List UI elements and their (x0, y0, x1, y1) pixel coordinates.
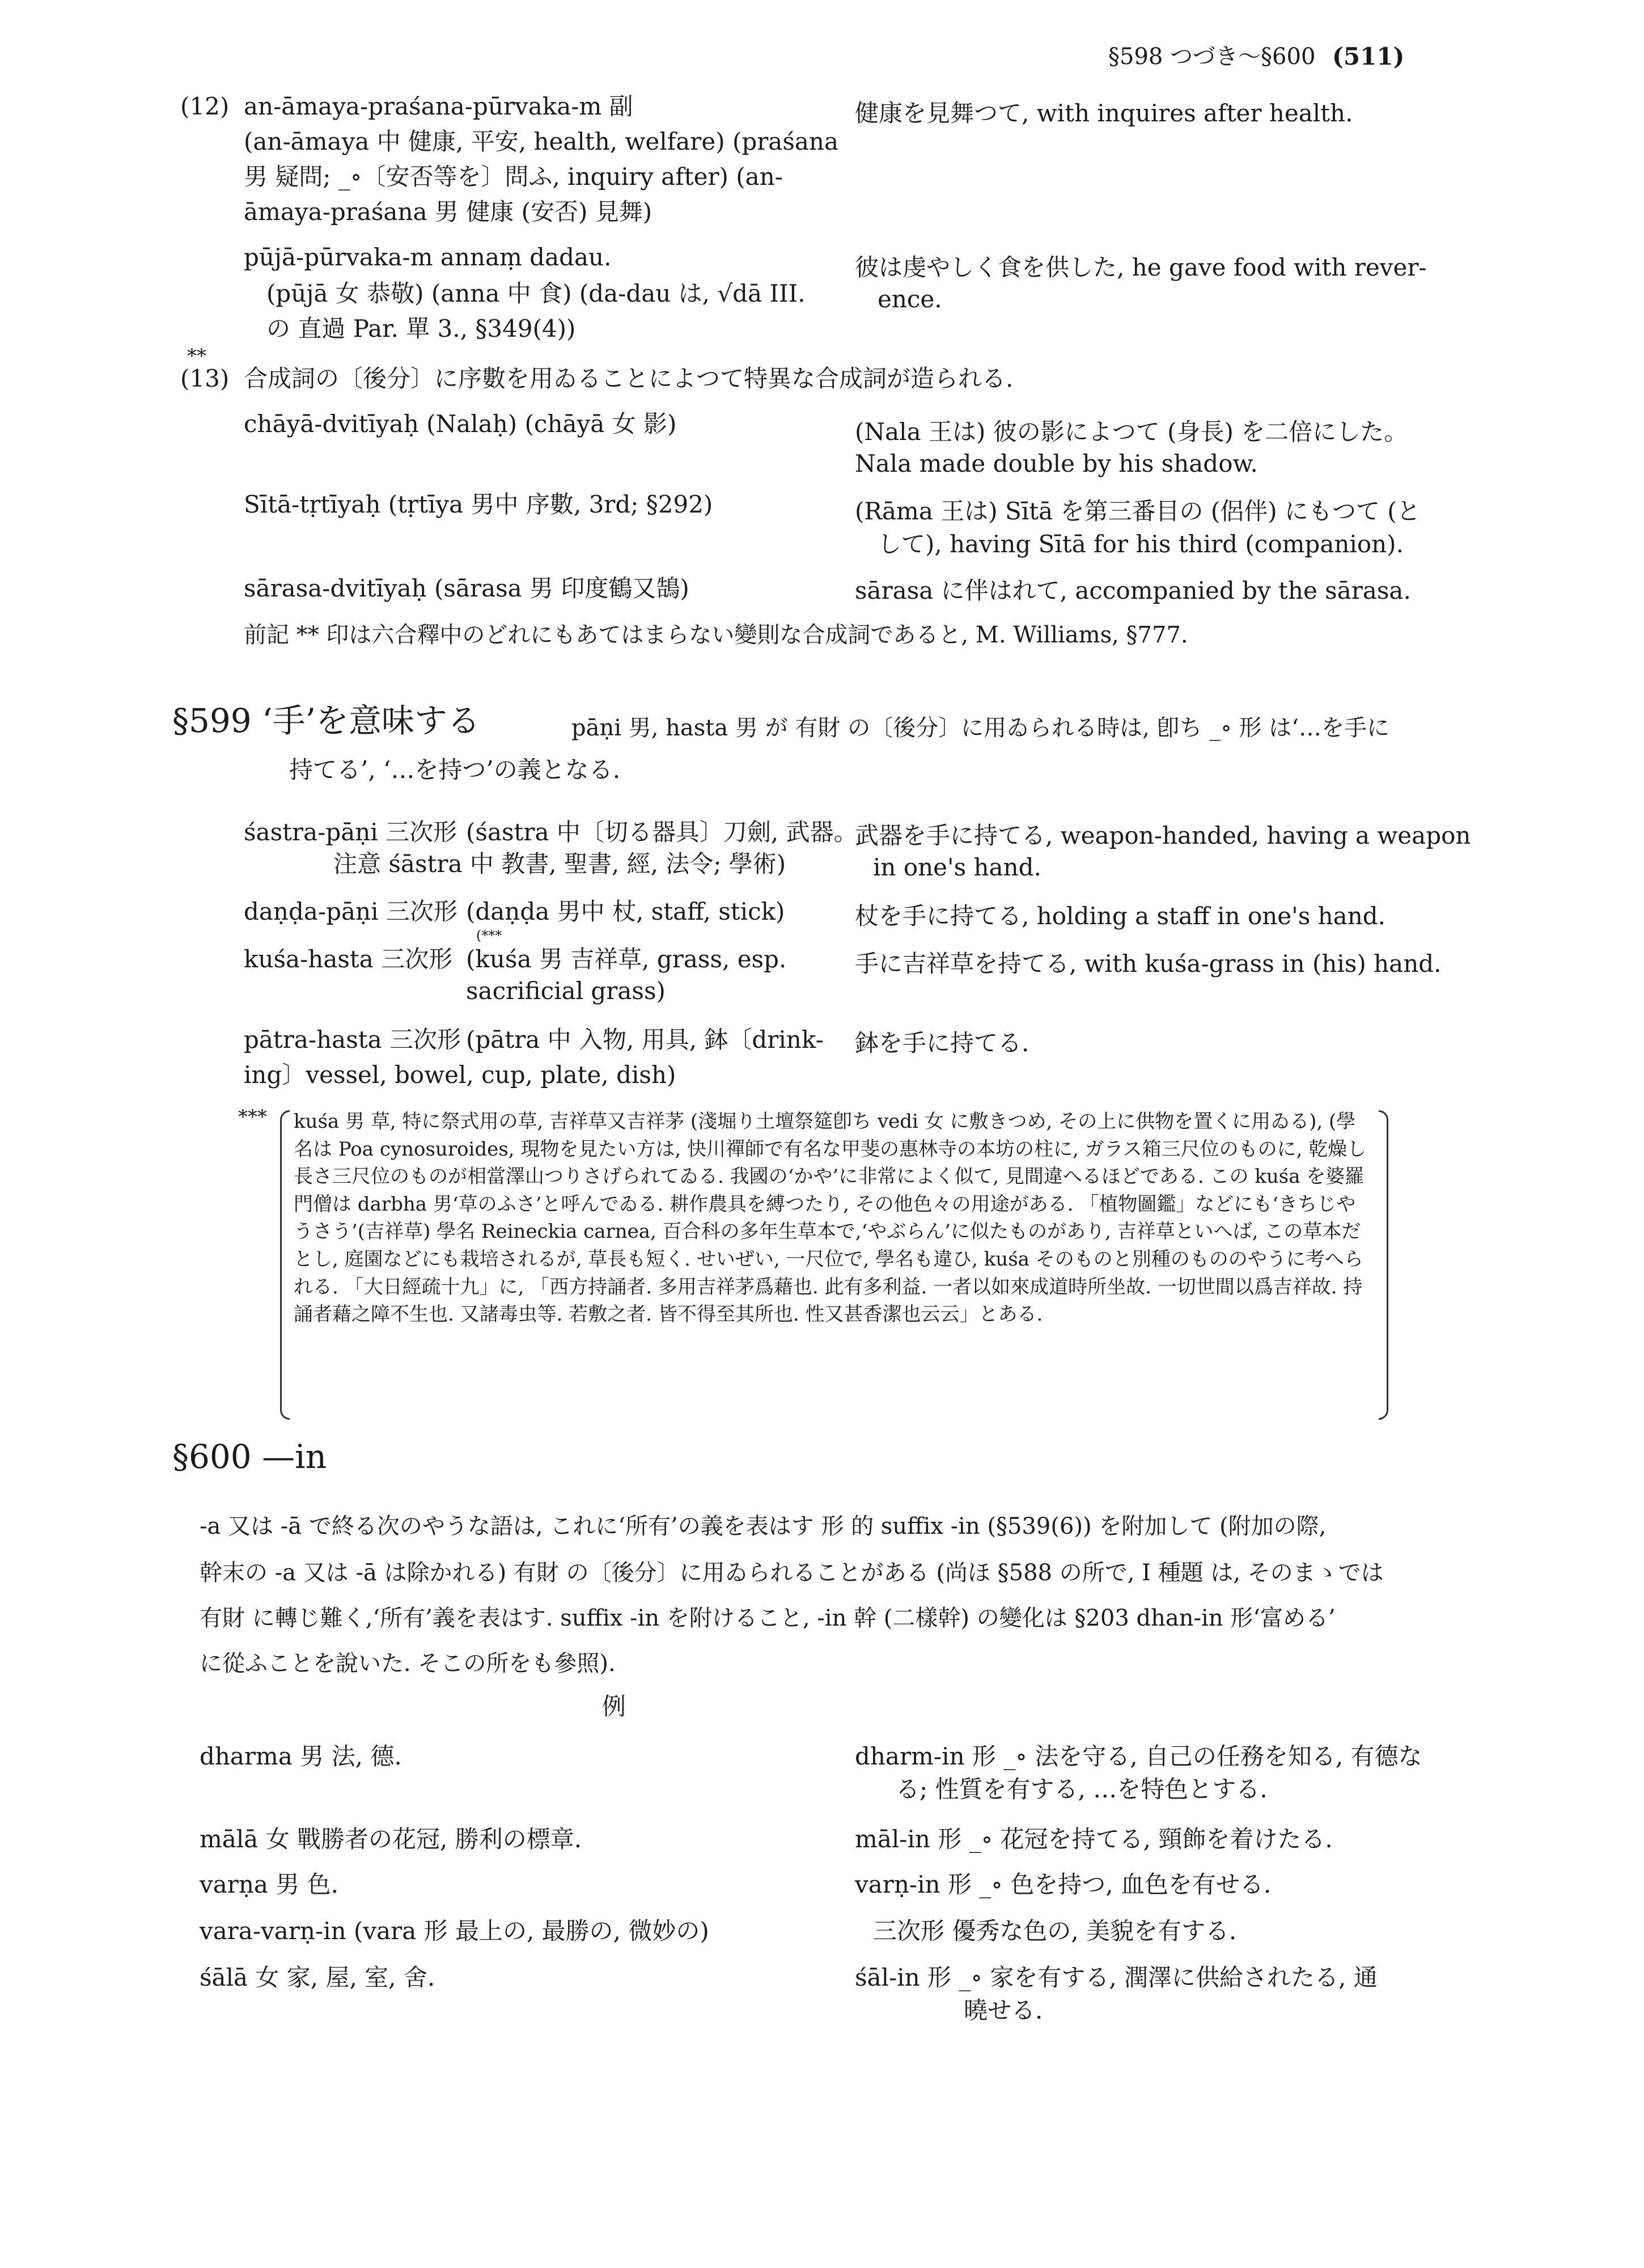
examples-heading: 例 (602, 1692, 626, 1720)
example-1-right-cont: る; 性質を有する, …を特色とする. (896, 1775, 1268, 1803)
kusa-note: kuśa 男 草, 特に祭式用の草, 吉祥草又吉祥茅 (淺堀り土壇祭筵卽ち vedi 女 に敷きつめ, その上に供物を置くに用ゐる), (學名は Poa cynosuroides, 現物を見たい方は, 快川禪師で有名な甲斐の惠林寺の本坊の柱に, ガラス箱三尺位のものに, 乾燥し長さ三尺位のものが相當澤山つりさげられてゐる. 我國の‘かや’に非常によく似て, 見間違へるほどである. この kuśa を婆羅門僧は darbha 男‘草のふさ’と呼んでゐる. 耕作農具を縛つたり, その他色々の用途がある. 「植物圖鑑」などにも‘きちじやうさう’(吉祥草) 學名 Reineckia carnea, 百合科の多年生草本で,‘やぶらん’に似たものがあり, 吉祥草といへば, この草本だとし, 庭園などにも栽培されるが, 草長も短く. せいぜい, 一尺位で, 學名も違ひ, kuśa そのものと別種のもののやうに考へられる. 「大日經疏十九」に, 「西方持誦者. 多用吉祥茅爲藉也. 此有多利益. 一者以如來成道時所坐故. 一切世間以爲吉祥故. 持誦者藉之障不生也. 又諸毒虫等. 若敷之者. 皆不得至其所也. 性又甚香潔也云云」とある. (294, 1110, 1367, 1326)
item-12-line-4: āmaya-praśana 男 健康 (安否) 見舞) (244, 198, 652, 226)
item-13-example-1: chāyā-dvitīyaḥ (Nalaḥ) (chāyā 女 影) (244, 410, 677, 438)
item-13-translation-1a: (Nala 王は) 彼の影によつて (身長) を二倍にした。 (855, 418, 1408, 446)
example-5-left: śālā 女 家, 屋, 室, 舍. (200, 1964, 435, 1991)
example-5-right: śāl-in 形 _∘ 家を有する, 潤澤に供給されたる, 通 (855, 1964, 1378, 1991)
row-1-translation-cont: in one's hand. (873, 853, 1041, 881)
row-2-translation: 杖を手に持てる, holding a staff in one's hand. (855, 902, 1385, 930)
row-4-translation: 鉢を手に持てる. (855, 1029, 1029, 1057)
example-3-right: varṇ-in 形 _∘ 色を持つ, 血色を有せる. (855, 1871, 1272, 1898)
item-12-line-5: pūjā-pūrvaka-m annaṃ dadau. (244, 243, 612, 271)
section-599-line-1: pāṇi 男, hasta 男 が 有財 の〔後分〕に用ゐられる時は, 卽ち _∘ 形 は‘…を手に (571, 715, 1389, 741)
item-12-number: (12) (180, 92, 230, 120)
row-3-term: kuśa-hasta 三次形 (244, 945, 453, 973)
item-13-translation-1b: Nala made double by his shadow. (855, 450, 1258, 477)
page-number: (511) (1332, 43, 1405, 70)
row-1-gloss: (śastra 中〔切る器具〕刀劍, 武器。 (466, 818, 858, 846)
row-2-term: daṇḍa-pāṇi 三次形 (244, 898, 457, 925)
item-12-translation-1: 健康を見舞つて, with inquires after health. (855, 99, 1353, 127)
item-13-footnote: 前記 ** 印は六合釋中のどれにもあてはまらない變則な合成詞であると, M. Williams, §777. (244, 622, 1188, 648)
example-3-left: varṇa 男 色. (200, 1871, 338, 1898)
item-13-translation-2a: (Rāma 王は) Sītā を第三番目の (侶伴) にもつて (と (855, 497, 1421, 525)
note-mark: *** (238, 1106, 267, 1128)
section-600-para-1: -a 又は -ā で終る次のやうな語は, これに‘所有’の義を表はす 形 的 suffix -in (§539(6)) を附加して (附加の際, (200, 1513, 1327, 1539)
example-2-right: māl-in 形 _∘ 花冠を持てる, 頸飾を着けたる. (855, 1825, 1333, 1853)
item-13-stars: ** (187, 345, 206, 367)
item-12-translation-2: 彼は虔やしく食を供した, he gave food with rever- (855, 253, 1427, 281)
row-4-gloss-cont: ing〕vessel, bowel, cup, plate, dish) (244, 1061, 676, 1089)
row-4-term: pātra-hasta 三次形 (244, 1026, 461, 1053)
example-4-left: vara-varṇ-in (vara 形 最上の, 最勝の, 微妙の) (200, 1917, 709, 1945)
item-12-translation-3: ence. (878, 285, 942, 313)
row-1-translation: 武器を手に持てる, weapon-handed, having a weapon (855, 822, 1471, 849)
section-600-heading: §600 —in (172, 1437, 327, 1476)
example-1-left: dharma 男 法, 德. (200, 1742, 402, 1770)
row-1-term: śastra-pāṇi 三次形 (244, 818, 457, 846)
item-12-line-1: an-āmaya-praśana-pūrvaka-m 副 (244, 92, 633, 120)
example-4-right: 三次形 優秀な色の, 美貌を有する. (873, 1917, 1237, 1945)
row-2-gloss: (daṇḍa 男中 杖, staff, stick) (466, 898, 785, 925)
row-3-gloss: (kuśa 男 吉祥草, grass, esp. (466, 945, 787, 973)
example-1-right: dharm-in 形 _∘ 法を守る, 自己の任務を知る, 有德な (855, 1742, 1422, 1770)
item-12-line-2: (an-āmaya 中 健康, 平安, health, welfare) (praśana (244, 128, 839, 155)
section-600-para-3: 有財 に轉じ難く,‘所有’義を表はす. suffix -in を附けること, -in 幹 (二樣幹) の變化は §203 dhan-in 形‘富める’ (200, 1605, 1336, 1631)
row-4-gloss: (pātra 中 入物, 用具, 鉢〔drink- (466, 1026, 824, 1053)
row-1-note: 注意 śāstra 中 教書, 聖書, 經, 法令; 學術) (333, 850, 786, 878)
item-13-translation-2b: して), having Sītā for his third (companion). (878, 530, 1404, 558)
item-12-line-7: の 直過 Par. 單 3., §349(4)) (266, 315, 576, 342)
item-13-example-2: Sītā-tṛtīyaḥ (tṛtīya 男中 序數, 3rd; §292) (244, 490, 713, 518)
item-12-line-6: (pūjā 女 恭敬) (anna 中 食) (da-dau は, √dā III. (266, 280, 806, 307)
item-13-example-3: sārasa-dvitīyaḥ (sārasa 男 印度鶴又鵠) (244, 574, 689, 602)
row-3-gloss-cont: sacrificial grass) (466, 977, 666, 1005)
example-2-left: mālā 女 戰勝者の花冠, 勝利の標章. (200, 1825, 582, 1853)
row-3-translation: 手に吉祥草を持てる, with kuśa-grass in (his) hand. (855, 950, 1442, 978)
note-bracket-left (280, 1110, 290, 1420)
item-13-translation-3: sārasa に伴はれて, accompanied by the sārasa. (855, 577, 1411, 604)
running-header: §598 つづき〜§600 (1108, 44, 1316, 70)
item-13-number: (13) (180, 365, 230, 392)
note-bracket-right (1379, 1110, 1388, 1420)
item-13-intro: 合成詞の〔後分〕に序數を用ゐることによつて特異な合成詞が造られる. (244, 365, 1014, 392)
section-600-para-2: 幹末の -a 又は -ā は除かれる) 有財 の〔後分〕に用ゐられることがある (尚ほ §588 の所で, I 種題 は, そのまゝでは (200, 1560, 1384, 1586)
section-599-line-2: 持てる’, ‘…を持つ’の義となる. (289, 756, 621, 784)
row-3-mark: (*** (476, 928, 502, 943)
section-599-heading: §599 ‘手’を意味する (172, 701, 481, 740)
example-5-right-cont: 曉せる. (964, 1996, 1043, 2024)
item-12-line-3: 男 疑問; _∘〔安否等を〕問ふ, inquiry after) (an- (244, 163, 783, 191)
section-600-para-4: に從ふことを說いた. そこの所をも參照). (200, 1651, 616, 1677)
